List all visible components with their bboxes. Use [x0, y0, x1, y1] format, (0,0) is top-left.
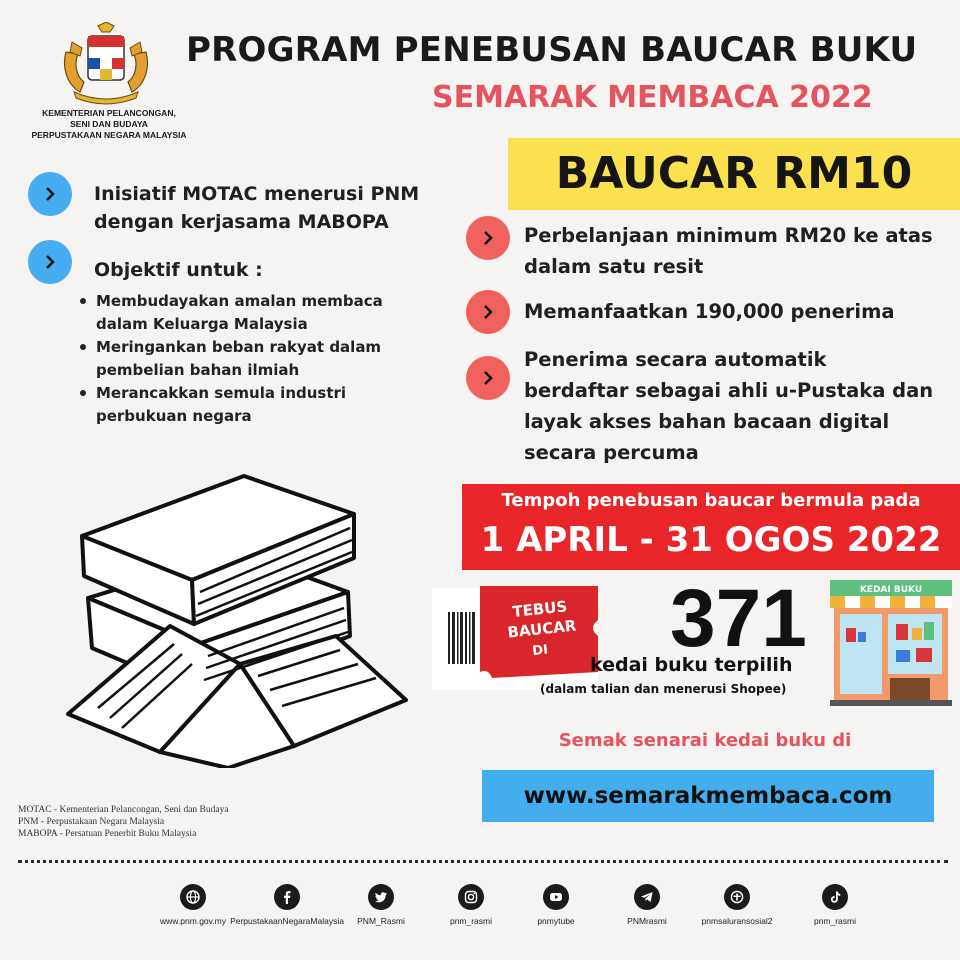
objective-line: Merancakkan semula industri	[96, 384, 347, 402]
social-link-channel[interactable]	[687, 884, 787, 926]
website-link[interactable]	[482, 770, 934, 822]
website-url[interactable]: www.semarakmembaca.com	[523, 783, 893, 809]
abbreviation-line: MOTAC - Kementerian Pelancongan, Seni dan Budaya	[18, 805, 229, 815]
ticket-text: BAUCAR	[506, 616, 578, 642]
bookstore-icon	[826, 578, 956, 708]
social-link-telegram[interactable]	[597, 884, 697, 926]
ticket-text: DI	[531, 642, 549, 660]
objective-line: Membudayakan amalan membaca	[96, 292, 383, 310]
voucher-banner	[508, 138, 960, 210]
divider	[18, 860, 948, 863]
abbreviation-line: PNM - Perpustakaan Negara Malaysia	[18, 817, 165, 827]
social-link-tiktok[interactable]	[785, 884, 885, 926]
left-point-line: Inisiatif MOTAC menerusi PNM	[94, 183, 420, 205]
bookstore-count-label: kedai buku terpilih	[590, 654, 793, 676]
bookstore-count: 371	[670, 573, 807, 664]
social-label: pnm_rasmi	[813, 916, 857, 926]
right-point-line: Perbelanjaan minimum RM20 ke atas	[524, 224, 933, 247]
shop-sign-text: KEDAI BUKU	[859, 585, 923, 595]
page-subtitle: SEMARAK MEMBACA 2022	[432, 80, 873, 115]
objectives-list	[78, 290, 408, 428]
telegram-icon	[634, 884, 660, 910]
social-label: PNM_Rasmi	[357, 916, 405, 926]
twitter-icon	[368, 884, 394, 910]
youtube-icon	[543, 884, 569, 910]
facebook-icon	[274, 884, 300, 910]
social-link-youtube[interactable]	[506, 884, 606, 926]
ministry-line: SENI DAN BUDAYA	[70, 119, 148, 129]
right-point-3	[524, 344, 933, 468]
right-point-2: Memanfaatkan 190,000 penerima	[524, 300, 895, 323]
objective-line: dalam Keluarga Malaysia	[96, 315, 308, 333]
instagram-icon	[458, 884, 484, 910]
redemption-period-banner	[462, 484, 960, 570]
voucher-label: BAUCAR RM10	[555, 148, 913, 199]
ministry-line: KEMENTERIAN PELANCONGAN,	[42, 108, 176, 118]
right-point-1	[524, 220, 933, 282]
right-point-line: dalam satu resit	[524, 255, 704, 278]
social-label: pnmsaluransosial2	[701, 916, 773, 926]
books-illustration	[58, 468, 418, 768]
ministry-name	[14, 108, 204, 141]
list-item	[78, 336, 408, 382]
left-point-2: Objektif untuk :	[94, 259, 263, 281]
period-label: Tempoh penebusan baucar bermula pada	[501, 490, 921, 511]
abbreviation-line: MABOPA - Persatuan Penerbit Buku Malaysia	[18, 829, 197, 839]
chevron-right-icon	[28, 172, 72, 216]
objective-line: pembelian bahan ilmiah	[96, 361, 300, 379]
list-item	[78, 290, 408, 336]
social-link-facebook[interactable]	[230, 884, 344, 926]
globe-icon	[180, 884, 206, 910]
social-link-website[interactable]	[143, 884, 243, 926]
social-label: PerpustakaanNegaraMalaysia	[230, 916, 344, 926]
social-label: pnmytube	[537, 916, 575, 926]
chevron-right-icon	[28, 240, 72, 284]
social-label: PNMrasmi	[627, 916, 667, 926]
malaysia-crest-logo	[58, 22, 154, 106]
page-title: PROGRAM PENEBUSAN BAUCAR BUKU	[186, 30, 918, 70]
channel-icon	[724, 884, 750, 910]
ticket-text: TEBUS	[511, 597, 569, 621]
ministry-line: PERPUSTAKAAN NEGARA MALAYSIA	[31, 130, 187, 140]
tiktok-icon	[822, 884, 848, 910]
right-point-line: Penerima secara automatik	[524, 348, 827, 371]
social-link-twitter[interactable]	[331, 884, 431, 926]
list-item	[78, 382, 408, 428]
check-list-label: Semak senarai kedai buku di	[558, 730, 852, 751]
abbreviations-note	[18, 804, 229, 840]
right-point-line: berdaftar sebagai ahli u-Pustaka dan	[524, 379, 934, 402]
chevron-right-icon	[466, 216, 510, 260]
social-label: www.pnm.gov.my	[160, 916, 226, 926]
chevron-right-icon	[466, 356, 510, 400]
right-point-line: secara percuma	[524, 441, 699, 464]
social-label: pnm_rasmi	[449, 916, 493, 926]
chevron-right-icon	[466, 290, 510, 334]
left-point-line: dengan kerjasama MABOPA	[94, 211, 389, 233]
objective-line: perbukuan negara	[96, 407, 252, 425]
period-dates: 1 APRIL - 31 OGOS 2022	[480, 520, 942, 560]
objective-line: Meringankan beban rakyat dalam	[96, 338, 382, 356]
right-point-line: layak akses bahan bacaan digital	[524, 410, 890, 433]
left-point-1	[94, 180, 419, 236]
voucher-ticket-icon	[432, 580, 598, 692]
bookstore-count-note: (dalam talian dan menerusi Shopee)	[540, 682, 787, 696]
